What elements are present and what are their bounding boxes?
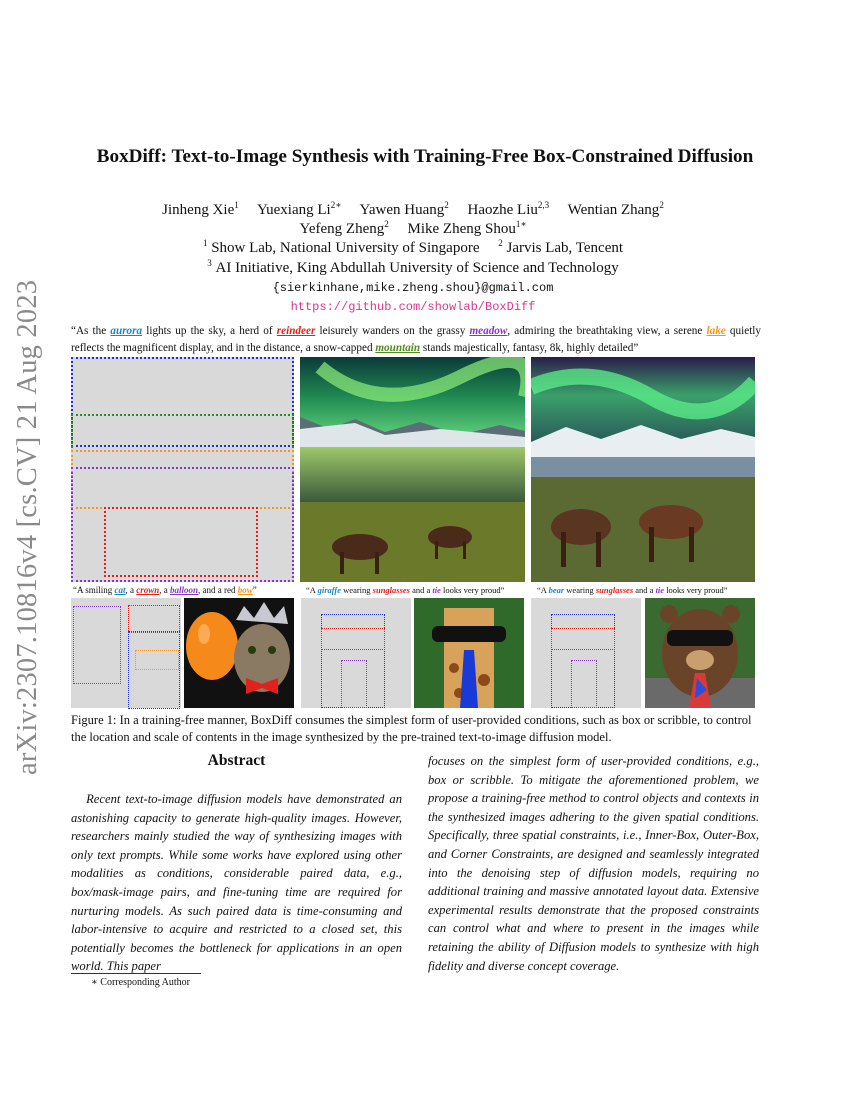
prompt-text: and a (410, 585, 433, 595)
box-crown (128, 605, 180, 633)
cat-box-panel (71, 598, 181, 708)
author-sup: 2 (444, 200, 449, 210)
affiliation-sup: 2 (498, 238, 503, 248)
prompt-word-mountain: mountain (375, 342, 421, 354)
prompt-word-meadow: meadow (469, 325, 508, 337)
affiliations-line-1 (0, 238, 826, 257)
prompt-text: , and a red (198, 585, 238, 595)
author: Yefeng Zheng (299, 221, 385, 237)
prompt-text: quietly reflects the magnificent display, and in the distance, a snow-capped (71, 325, 762, 354)
author-sup: 2,3 (537, 200, 550, 210)
figure-caption: Figure 1: In a training-free manner, BoxDiff consumes the simplest form of user-provided conditions, such as box or scribble, to control the location and scale of contents in the image synthesized by the pre-trained text-to-image diffusion model. (71, 713, 752, 744)
prompt-text: stands majestically, fantasy, 8k, highly detailed” (420, 342, 639, 354)
prompt-text: and a (633, 585, 656, 595)
prompt-text: wearing (341, 585, 373, 595)
prompt-word-sunglasses: sunglasses (595, 585, 634, 595)
prompt-word-giraffe: giraffe (317, 585, 342, 595)
giraffe-prompt (306, 585, 504, 595)
affiliation: Show Lab, National University of Singapore (211, 240, 480, 256)
prompt-word-aurora: aurora (110, 325, 143, 337)
abstract-column-2 (428, 752, 759, 975)
affiliation-sup: 3 (207, 258, 212, 268)
box-cat (128, 631, 180, 709)
prompt-text: looks very proud” (440, 585, 505, 595)
box-balloon (73, 606, 121, 684)
author-sup: 2∗ (330, 200, 342, 210)
footnote-rule (71, 973, 201, 974)
giraffe-box-panel (301, 598, 411, 708)
email: {sierkinhane,mike.zheng.shou}@gmail.com (272, 281, 554, 295)
arxiv-watermark: arXiv:2307.10816v4 [cs.CV] 21 Aug 2023 (12, 279, 43, 775)
giraffe-image (414, 598, 524, 708)
affiliations-line-2 (0, 258, 826, 277)
prompt-word-tie: tie (655, 585, 665, 595)
author: Haozhe Liu (467, 202, 538, 218)
prompt-text: “A (306, 585, 318, 595)
affiliation-sup: 1 (202, 238, 208, 248)
author-sup: 1 (234, 200, 239, 210)
bear-box-panel (531, 598, 641, 708)
cat-crown-balloon-image (184, 598, 294, 708)
author: Yuexiang Li (256, 202, 331, 218)
prompt-text: “A (537, 585, 549, 595)
box-bow (135, 650, 179, 670)
prompt-word-balloon: balloon (170, 585, 199, 595)
prompt-text: wearing (564, 585, 596, 595)
prompt-word-bear: bear (548, 585, 565, 595)
abstract-paragraph-2: focuses on the simplest form of user-provided conditions, e.g., box or scribble. To mitigate the aforementioned problem, we propose a training-free method to control objects and contexts in the synthesized images adhering to the given spatial conditions. Specifically, three spatial constraints, i.e., Inner-Box, Outer-Box, and Corner Constraints, are designed and seamlessly integrated into the denoising step of diffusion models, requiring no additional training and massive annotated layout data. Extensive experimental results demonstrate that the proposed constraints can control what and where to present in the images while retaining the ability of Diffusion models to synthesize with high fidelity and diverse concept coverage. (428, 754, 759, 973)
affiliation: Jarvis Lab, Tencent (506, 240, 624, 256)
author-sup: 2 (659, 200, 664, 210)
bear-prompt (537, 585, 728, 595)
box-sunglasses (551, 628, 615, 650)
author: Wentian Zhang (567, 202, 660, 218)
prompt-text: leisurely wanders on the grassy (315, 325, 470, 337)
prompt-word-lake: lake (706, 325, 726, 337)
prompt-text: lights up the sky, a herd of (142, 325, 277, 337)
author-sup: 2 (384, 219, 389, 229)
prompt-text: looks very proud” (664, 585, 728, 595)
affiliation: AI Initiative, King Abdullah University of Science and Technology (215, 260, 619, 276)
authors-line-1 (0, 200, 826, 219)
main-prompt (71, 323, 761, 357)
prompt-text: ” (252, 585, 257, 595)
prompt-text: , a (159, 585, 171, 595)
footnote: ∗ Corresponding Author (91, 977, 191, 988)
prompt-text: , admiring the breathtaking view, a serene (507, 325, 707, 337)
github-link[interactable]: https://github.com/showlab/BoxDiff (290, 300, 536, 314)
cat-prompt (73, 585, 257, 595)
bear-image (645, 598, 755, 708)
aurora-reindeer-image-1 (300, 357, 525, 582)
prompt-word-crown: crown (136, 585, 160, 595)
prompt-word-tie: tie (432, 585, 441, 595)
abstract-heading: Abstract (207, 752, 266, 769)
author-sup: 1∗ (515, 219, 527, 229)
box-condition-panel (71, 357, 294, 582)
aurora-reindeer-image-2 (531, 357, 755, 582)
box-mountain (71, 414, 294, 452)
prompt-text: “As the (71, 325, 111, 337)
box-sunglasses (321, 628, 385, 650)
box-tie (341, 660, 367, 708)
box-reindeer (104, 507, 258, 577)
prompt-word-cat: cat (114, 585, 126, 595)
author: Jinheng Xie (162, 202, 235, 218)
prompt-text: “A smiling (73, 585, 115, 595)
author: Yawen Huang (359, 202, 445, 218)
authors-line-2 (0, 219, 826, 238)
prompt-word-reindeer: reindeer (276, 325, 316, 337)
box-tie (571, 660, 597, 708)
prompt-text: , a (125, 585, 137, 595)
prompt-word-bow: bow (237, 585, 253, 595)
abstract-column-1 (71, 790, 402, 976)
abstract-paragraph-1: Recent text-to-image diffusion models have demonstrated an astonishing capacity to generate high-quality images. However, researchers mainly studied the way of synthesizing images with only text prompts. While some works have explored using other modalities as conditions, considerable paired data, e.g., box/mask-image pairs, and fine-tuning time are required for nurturing models. As such paired data is time-consuming and labor-intensive to acquire and restricted to a closed set, this potentially becomes the bottleneck for applications in an open world. This paper (71, 792, 402, 974)
paper-title: BoxDiff: Text-to-Image Synthesis with Training-Free Box-Constrained Diffusion (96, 146, 754, 167)
author: Mike Zheng Shou (407, 221, 516, 237)
prompt-word-sunglasses: sunglasses (372, 585, 410, 595)
